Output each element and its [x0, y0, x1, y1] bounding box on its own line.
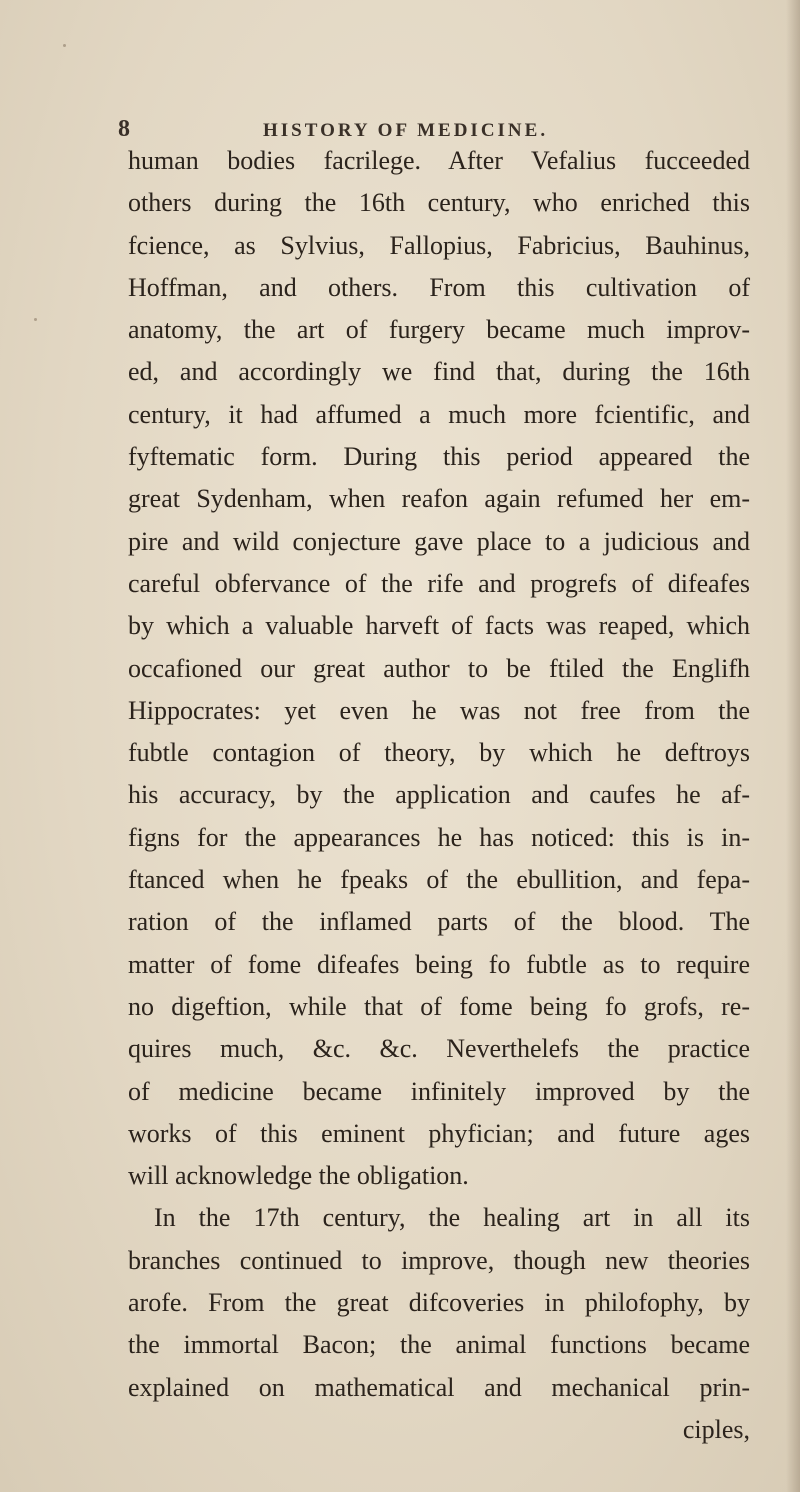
text-line: occafioned our great author to be ftiled the Englifh	[128, 653, 750, 683]
text-line: pire and wild conjecture gave place to a judicious and	[128, 526, 750, 556]
text-line: fcience, as Sylvius, Fallopius, Fabricius, Bauhinus,	[128, 230, 750, 260]
text-line: Hoffman, and others. From this cultivation of	[128, 272, 750, 302]
text-line: explained on mathematical and mechanical prin-	[128, 1372, 750, 1402]
text-line: his accuracy, by the application and caufes he af-	[128, 780, 750, 810]
paper-speck	[34, 318, 37, 321]
text-line: ftanced when he fpeaks of the ebullition, and fepa-	[128, 865, 750, 895]
text-line: others during the 16th century, who enriched this	[128, 188, 750, 218]
text-line: works of this eminent phyfician; and future ages	[128, 1118, 750, 1148]
text-line: by which a valuable harveft of facts was reaped, which	[128, 611, 750, 641]
text-line: branches continued to improve, though new theories	[128, 1245, 750, 1275]
text-line: will acknowledge the obligation.	[128, 1161, 469, 1191]
running-head: HISTORY OF MEDICINE.	[263, 120, 549, 141]
text-line: quires much, &c. &c. Neverthelefs the practice	[128, 1034, 750, 1064]
text-line: arofe. From the great difcoveries in philofophy, by	[128, 1288, 750, 1318]
text-line: ed, and accordingly we find that, during the 16th	[128, 357, 750, 387]
text-line: ration of the inflamed parts of the blood. The	[128, 907, 750, 937]
paper-speck	[63, 44, 66, 47]
catchword: ciples,	[682, 1414, 750, 1444]
text-line: careful obfervance of the rife and progrefs of difeafes	[128, 568, 750, 598]
page-edge-shadow	[786, 0, 800, 1492]
paper-speck	[706, 1385, 709, 1388]
text-line: fubtle contagion of theory, by which he deftroys	[128, 738, 750, 768]
page-number: 8	[118, 116, 130, 142]
body-text	[128, 140, 750, 1451]
text-line: fyftematic form. During this period appeared the	[128, 442, 750, 472]
text-line: the immortal Bacon; the animal functions became	[128, 1330, 750, 1360]
text-line: great Sydenham, when reafon again refumed her em-	[128, 484, 750, 514]
text-line: no digeftion, while that of fome being fo grofs, re-	[128, 991, 750, 1021]
text-line: century, it had affumed a much more fcientific, and	[128, 399, 750, 429]
text-line: of medicine became infinitely improved by the	[128, 1076, 750, 1106]
text-line: Hippocrates: yet even he was not free from the	[128, 695, 750, 725]
text-line: matter of fome difeafes being fo fubtle as to require	[128, 949, 750, 979]
text-line: anatomy, the art of furgery became much improv-	[128, 315, 750, 345]
text-line: figns for the appearances he has noticed: this is in-	[128, 822, 750, 852]
text-line: In the 17th century, the healing art in all its	[154, 1203, 750, 1233]
text-line: human bodies facrilege. After Vefalius fucceeded	[128, 146, 750, 175]
